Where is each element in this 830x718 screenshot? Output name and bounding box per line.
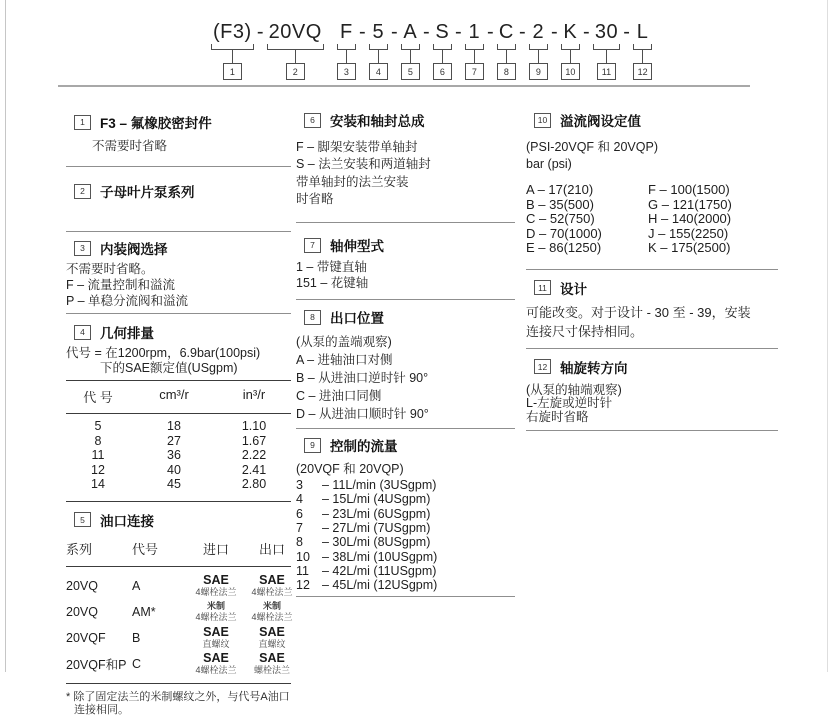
section-body xyxy=(296,351,515,423)
code-segment-11 xyxy=(593,20,620,80)
section-title: 设计 xyxy=(560,281,587,297)
position-number-box: 5 xyxy=(401,63,420,80)
code-text: S xyxy=(435,21,450,43)
cell: 11 xyxy=(91,448,105,463)
section-header xyxy=(526,278,778,298)
section-10-relief-valve-setting xyxy=(526,104,778,269)
separator xyxy=(526,430,778,431)
inlet-cell xyxy=(188,574,244,598)
outlet-cell xyxy=(244,601,300,622)
flow-item xyxy=(296,578,515,592)
position-number-box: 4 xyxy=(369,63,388,80)
code-separator: - xyxy=(623,21,630,43)
section-number-box: 9 xyxy=(304,438,321,453)
column-header: cm³/r xyxy=(159,387,189,402)
section-5-port-connections xyxy=(66,502,291,718)
footnote xyxy=(66,691,291,718)
left-column xyxy=(66,100,291,718)
code-segment-12 xyxy=(633,20,652,80)
table-row xyxy=(66,434,291,449)
flow-value: – 45L/mi (12USgpm) xyxy=(322,578,438,593)
section-text: 不需要时省略。 xyxy=(66,262,154,276)
section-number-box: 8 xyxy=(304,310,321,325)
pressure-row xyxy=(526,241,778,256)
position-number-box: 10 xyxy=(561,63,580,80)
section-text: 1 – 带键直轴 xyxy=(296,260,367,275)
pressure-item: J – 155(2250) xyxy=(648,225,729,241)
section-text: 时省略 xyxy=(296,191,334,206)
section-number-box: 5 xyxy=(74,512,91,527)
connector-line xyxy=(295,50,297,63)
section-1-seals xyxy=(66,100,291,166)
section-12-shaft-rotation xyxy=(526,349,778,431)
section-title: 溢流阀设定值 xyxy=(560,114,641,129)
cell: 2.80 xyxy=(241,477,267,492)
port-sub: 4螺栓法兰 xyxy=(251,611,293,622)
section-title: 几何排量 xyxy=(100,326,154,341)
code-cell: C xyxy=(132,656,142,671)
section-body xyxy=(526,303,778,341)
section-number-box: 3 xyxy=(74,241,91,256)
code-text: K xyxy=(563,21,578,43)
connector-line xyxy=(410,50,412,63)
table-row xyxy=(66,448,291,463)
cell: 45 xyxy=(167,477,181,492)
column-header: 代号 xyxy=(132,541,159,557)
connector-line xyxy=(538,50,540,63)
flow-item xyxy=(296,521,515,535)
flow-code: 3 xyxy=(296,478,303,493)
section-body xyxy=(66,346,291,375)
series-cell: 20VQF和P xyxy=(66,657,127,672)
section-4-displacement xyxy=(66,314,291,502)
pressure-list xyxy=(526,183,778,256)
code-separator: - xyxy=(422,21,430,43)
cell: 2.22 xyxy=(241,448,267,463)
cell: 5 xyxy=(94,419,102,433)
page-left-border xyxy=(5,0,6,672)
section-text: 右旋时省略 xyxy=(526,409,589,424)
port-main: SAE xyxy=(203,651,229,666)
code-segment-5 xyxy=(401,20,420,80)
code-segment-4 xyxy=(369,20,388,80)
pressure-item: H – 140(2000) xyxy=(648,211,732,227)
code-text: C xyxy=(498,21,514,43)
pressure-item: K – 175(2500) xyxy=(648,240,731,256)
code-separator: - xyxy=(582,21,590,43)
flow-code: 12 xyxy=(296,578,310,593)
section-text: (从泵的轴端观察) xyxy=(526,382,622,397)
section-text: L-左旋或逆时针 xyxy=(526,396,613,411)
position-number-box: 2 xyxy=(286,63,305,80)
inlet-cell xyxy=(188,652,244,676)
position-number-box: 12 xyxy=(633,63,652,80)
cell: 12 xyxy=(91,462,105,477)
connector-line xyxy=(442,50,444,63)
position-number-box: 1 xyxy=(223,63,242,80)
position-number-box: 3 xyxy=(337,63,356,80)
cell: 14 xyxy=(91,477,105,492)
port-sub: 4螺栓法兰 xyxy=(195,587,237,598)
table-row xyxy=(66,651,291,677)
cell: 18 xyxy=(167,419,181,433)
code-separator: - xyxy=(518,21,526,43)
right-column xyxy=(526,104,778,431)
port-main: SAE xyxy=(203,625,229,640)
flow-code: 4 xyxy=(296,492,303,507)
section-subtext: (20VQF 和 20VQP) xyxy=(296,462,404,477)
port-main: 米制 xyxy=(206,601,225,612)
code-text: (F3) xyxy=(213,21,252,43)
inlet-cell xyxy=(188,601,244,622)
section-header xyxy=(66,112,291,132)
code-separator: - xyxy=(486,21,494,43)
section-text: 代号 = 在1200rpm，6.9bar(100psi) xyxy=(66,346,261,360)
outlet-cell xyxy=(244,652,300,676)
port-sub: 直螺纹 xyxy=(258,639,286,650)
connector-line xyxy=(606,50,608,63)
position-number-box: 6 xyxy=(433,63,452,80)
pressure-item: G – 121(1750) xyxy=(648,196,732,212)
section-title: 出口位置 xyxy=(330,311,384,327)
flow-code: 10 xyxy=(296,549,310,564)
section-header xyxy=(66,510,291,530)
section-number-box: 6 xyxy=(304,113,321,128)
port-main: 米制 xyxy=(262,601,281,612)
section-number-box: 11 xyxy=(534,280,551,295)
section-text: S – 法兰安装和两道轴封 xyxy=(296,157,431,172)
port-sub: 螺栓法兰 xyxy=(253,665,290,676)
cell: 27 xyxy=(167,433,181,448)
section-text: 下的SAE额定值(USgpm) xyxy=(100,360,238,375)
flow-value: – 15L/mi (4USgpm) xyxy=(322,492,431,507)
code-separator: - xyxy=(550,21,558,43)
outlet-cell xyxy=(244,626,300,650)
inlet-cell xyxy=(188,626,244,650)
table-row xyxy=(66,573,291,599)
table-row xyxy=(66,599,291,625)
section-title: 内装阀选择 xyxy=(100,242,168,257)
flow-value: – 27L/mi (7USgpm) xyxy=(322,521,431,536)
table-rule xyxy=(66,683,291,684)
code-text: F xyxy=(339,21,353,43)
code-text: 1 xyxy=(468,21,481,43)
section-text: 带单轴封的法兰安装 xyxy=(296,174,409,189)
section-text: 连接尺寸保持相同。 xyxy=(526,323,644,339)
pressure-item: B – 35(500) xyxy=(526,196,594,212)
flow-list xyxy=(296,478,515,592)
section-title: 控制的流量 xyxy=(330,439,398,455)
flow-item xyxy=(296,478,515,492)
port-main: SAE xyxy=(203,573,229,588)
flow-code: 7 xyxy=(296,521,303,536)
code-segment-1 xyxy=(211,20,254,80)
connector-line xyxy=(232,50,234,63)
section-number-box: 2 xyxy=(74,184,91,199)
port-sub: 直螺纹 xyxy=(202,639,230,650)
flow-item xyxy=(296,564,515,578)
section-text: F – 流量控制和溢流 xyxy=(66,278,176,292)
flow-item xyxy=(296,535,515,549)
section-text: 151 – 花键轴 xyxy=(296,275,369,290)
table-row xyxy=(66,419,291,434)
displacement-table xyxy=(66,380,291,502)
section-text: B – 从进油口逆时针 90° xyxy=(296,371,429,386)
column-header: 系列 xyxy=(66,541,93,557)
table-body xyxy=(66,567,291,683)
pressure-item: E – 86(1250) xyxy=(526,240,602,256)
cell: 36 xyxy=(167,448,181,463)
code-text: 2 xyxy=(532,21,545,43)
code-separator: - xyxy=(358,21,366,43)
column-header: 出口 xyxy=(258,541,285,557)
flow-value: – 42L/mi (11USgpm) xyxy=(322,563,437,578)
series-cell: 20VQ xyxy=(66,578,98,593)
section-header xyxy=(66,238,291,258)
section-body xyxy=(296,139,515,208)
cell: 40 xyxy=(167,462,181,477)
section-title: 子母叶片泵系列 xyxy=(100,185,195,200)
section-9-controlled-flow xyxy=(296,429,515,595)
port-sub: 4螺栓法兰 xyxy=(195,665,237,676)
flow-item xyxy=(296,550,515,564)
table-body xyxy=(66,414,291,501)
port-main: SAE xyxy=(259,651,285,666)
section-title: F3 – 氟橡胶密封件 xyxy=(100,116,212,131)
section-number-box: 1 xyxy=(74,115,91,130)
code-segment-8 xyxy=(497,20,516,80)
section-text: C – 进油口同侧 xyxy=(296,389,382,404)
pressure-item: A – 17(210) xyxy=(526,182,594,197)
pressure-row xyxy=(526,212,778,227)
series-cell: 20VQ xyxy=(66,604,98,619)
flow-value: – 30L/mi (8USgpm) xyxy=(322,535,431,550)
code-segment-9 xyxy=(529,20,548,80)
column-header: in³/r xyxy=(242,387,266,402)
section-body xyxy=(296,260,515,291)
flow-code: 8 xyxy=(296,535,303,550)
table-row xyxy=(66,625,291,651)
section-text: bar (psi) xyxy=(526,157,572,171)
series-cell: 20VQF xyxy=(66,630,106,645)
pressure-row xyxy=(526,183,778,198)
cell: 2.41 xyxy=(241,462,267,477)
cell: 1.10 xyxy=(241,419,267,433)
cell: 1.67 xyxy=(241,433,267,448)
code-separator: - xyxy=(256,21,264,43)
section-header xyxy=(526,357,778,377)
footnote-text: * 除了固定法兰的米制螺纹之外，与代号A油口 xyxy=(66,690,290,703)
connector-line xyxy=(378,50,380,63)
table-row xyxy=(66,463,291,478)
code-text: 30 xyxy=(594,21,619,43)
pressure-row xyxy=(526,198,778,213)
code-segment-10 xyxy=(561,20,580,80)
connector-line xyxy=(642,50,644,63)
code-segment-6 xyxy=(433,20,452,80)
port-main: SAE xyxy=(259,625,285,640)
code-separator: - xyxy=(454,21,462,43)
footnote-text: 连接相同。 xyxy=(74,704,129,717)
code-segment-3 xyxy=(337,20,356,80)
pressure-item: F – 100(1500) xyxy=(648,182,730,197)
table-header-row xyxy=(66,381,291,413)
flow-item xyxy=(296,492,515,506)
table-header-row xyxy=(66,536,291,566)
section-number-box: 10 xyxy=(534,113,551,128)
position-number-box: 7 xyxy=(465,63,484,80)
flow-value: – 38L/mi (10USgpm) xyxy=(322,549,438,564)
section-text: 不需要时省略 xyxy=(92,139,168,153)
port-table xyxy=(66,536,291,684)
section-title: 轴旋转方向 xyxy=(560,360,628,376)
flow-value: – 11L/min (3USgpm) xyxy=(322,478,437,493)
position-number-box: 8 xyxy=(497,63,516,80)
position-number-box: 9 xyxy=(529,63,548,80)
middle-column xyxy=(296,104,515,597)
port-sub: 4螺栓法兰 xyxy=(195,611,237,622)
header-rule xyxy=(58,85,750,87)
code-text: 5 xyxy=(372,21,385,43)
table-row xyxy=(66,477,291,492)
code-segment-7 xyxy=(465,20,484,80)
section-11-design xyxy=(526,270,778,348)
section-header xyxy=(66,181,291,201)
section-header xyxy=(296,307,515,327)
port-sub: 4螺栓法兰 xyxy=(251,587,293,598)
section-text: P – 单稳分流阀和溢流 xyxy=(66,294,189,308)
connector-line xyxy=(474,50,476,63)
section-text: 可能改变。对于设计 - 30 至 - 39，安装 xyxy=(526,304,751,320)
section-number-box: 4 xyxy=(74,325,91,340)
code-cell: A xyxy=(132,578,141,593)
section-title: 轴伸型式 xyxy=(330,239,384,255)
code-text: 20VQ xyxy=(268,21,322,43)
column-header: 代 号 xyxy=(83,390,113,405)
pressure-item: D – 70(1000) xyxy=(526,225,602,241)
flow-code: 6 xyxy=(296,506,303,521)
cell: 8 xyxy=(94,433,102,448)
flow-value: – 23L/mi (6USgpm) xyxy=(322,506,431,521)
outlet-cell xyxy=(244,574,300,598)
pressure-item: C – 52(750) xyxy=(526,211,595,227)
code-cell: AM* xyxy=(132,604,156,619)
section-8-outlet-position xyxy=(296,300,515,428)
pressure-row xyxy=(526,227,778,242)
section-title: 安装和轴封总成 xyxy=(330,114,425,129)
model-code-diagram xyxy=(211,20,652,80)
section-body xyxy=(66,261,291,309)
flow-item xyxy=(296,507,515,521)
section-3-valve-option xyxy=(66,232,291,313)
section-number-box: 7 xyxy=(304,238,321,253)
section-text: A – 进轴油口对侧 xyxy=(296,353,393,368)
section-header xyxy=(296,110,515,130)
position-number-box: 11 xyxy=(597,63,616,80)
section-title: 油口连接 xyxy=(100,513,154,529)
section-header xyxy=(296,235,515,255)
section-body xyxy=(526,384,778,425)
port-main: SAE xyxy=(259,573,285,588)
section-subtext: (从泵的盖端观察) xyxy=(296,335,392,350)
code-segment-2 xyxy=(267,20,324,80)
section-header xyxy=(296,435,515,455)
connector-line xyxy=(506,50,508,63)
separator xyxy=(296,596,515,597)
code-text: A xyxy=(403,21,418,43)
section-number-box: 12 xyxy=(534,359,551,374)
section-header xyxy=(526,110,778,130)
section-header xyxy=(66,322,291,342)
flow-code: 11 xyxy=(296,563,309,578)
section-text: F – 脚架安装带单轴封 xyxy=(296,140,418,154)
connector-line xyxy=(346,50,348,63)
connector-line xyxy=(570,50,572,63)
code-cell: B xyxy=(132,630,141,645)
section-text: (PSI-20VQF 和 20VQP) xyxy=(526,140,658,154)
code-text: L xyxy=(636,21,649,43)
code-separator: - xyxy=(390,21,398,43)
section-text: D – 从进油口顺时针 90° xyxy=(296,407,429,422)
section-subtext xyxy=(526,139,778,173)
section-7-shaft-type xyxy=(296,223,515,299)
column-header: 进口 xyxy=(202,541,229,557)
section-6-mounting-seal xyxy=(296,104,515,222)
page-right-border xyxy=(827,0,828,672)
section-2-pump-series xyxy=(66,167,291,231)
